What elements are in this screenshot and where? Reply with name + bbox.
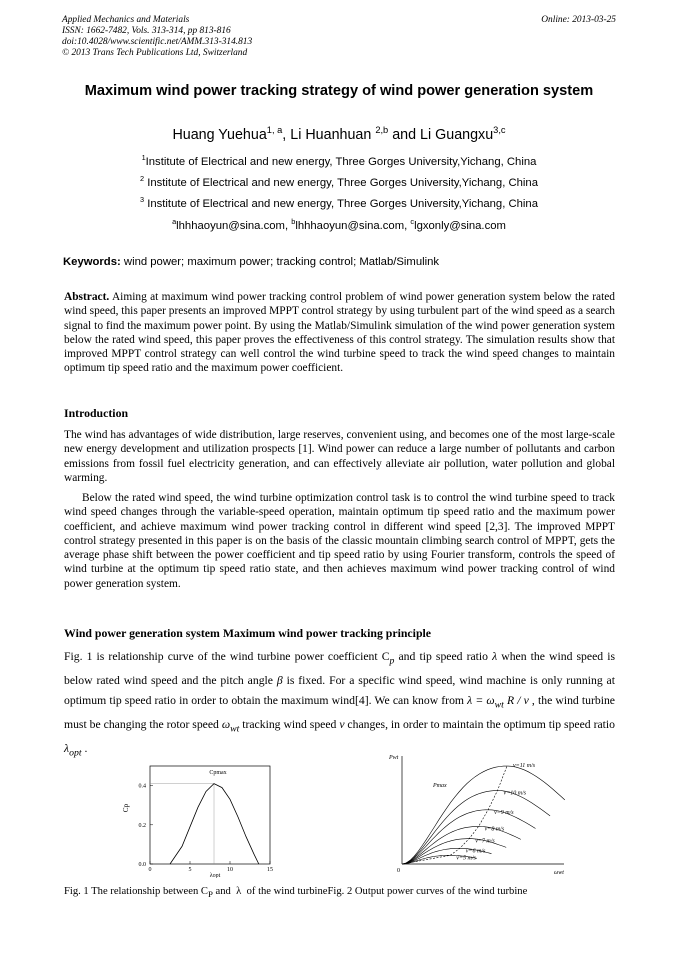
author-sup: 1, a (266, 125, 283, 136)
abstract-text: Aiming at maximum wind power tracking control problem of wind power generation system below the rated wind speed, this paper presents an improved MPPT control strategy by using turbulent part of the wind speed as a search signal to find the maximum power point. By using the Matlab/Simulink simulation of the wind power generation system below the rated wind speed, this paper proves the effectiveness of this control strategy. The simulation results show that improved MPPT control strategy can well control the wind turbine speed to track the wind speed changes to maintain optimum tip speed ratio and the maximum power coefficient. (64, 291, 615, 375)
text: tracking wind speed (239, 718, 340, 732)
email: lgxonly@sina.com (414, 220, 506, 232)
affil-sup: 1 (141, 153, 146, 163)
journal-header (62, 15, 616, 59)
affiliation-3 (62, 195, 616, 210)
caption-text: Fig. 2 Output power curves of the wind turbine (327, 886, 528, 897)
figure-captions (64, 886, 624, 899)
fig2-series-label: v=8 m/s (484, 826, 505, 833)
sub: wt (230, 723, 240, 735)
affil-text: Institute of Electrical and new energy, Three Gorges University,Yichang, China (144, 177, 538, 189)
keywords-text: wind power; maximum power; tracking control; Matlab/Simulink (120, 256, 440, 268)
text: when the wind speed is below rated wind speed and the pitch angle (64, 650, 615, 688)
author-sup: 2,b (375, 125, 389, 136)
fig1-annotation: Cpmax (209, 770, 227, 776)
intro-paragraph-2: Below the rated wind speed, the wind turbine optimization control task is to control the wind turbine speed to track wind speed changes through the variable-speed operation, maintain optimum tip speed ratio and the maximum power coefficient, and achieve maximum wind power tracking control in different wind speed [2,3]. The improved MPPT control strategy presented in this paper is on the basis of the classic mountain climbing search control of MPPT, gets the average phase shift between the power coefficient and tip speed ratio by using Fourier transform, controls the speed of wind turbine at the optimum tip speed ratio state, and then achieves maximum wind power tracking control of wind power generation system. (64, 492, 615, 590)
caption-text: and (212, 886, 237, 897)
fig2-series-label: v=6 m/s (465, 848, 486, 855)
fig1-cp-curve (170, 784, 259, 864)
caption-sub: P (207, 889, 213, 900)
equation: λ = ω (467, 693, 495, 707)
fig2-ylabel: Pwt (389, 755, 399, 761)
affil-text: Institute of Electrical and new energy, Three Gorges University,Yichang, China (144, 198, 538, 210)
email-sup: b (291, 217, 296, 227)
text: . (81, 742, 88, 756)
email-sup: a (172, 217, 177, 227)
fig2-series-label: v=10 m/s (503, 790, 527, 797)
fig2-series-label: v=7 m/s (475, 838, 495, 845)
sub: wt (494, 699, 504, 711)
fig2-series-label: v=5 m/s (456, 855, 476, 862)
author-name: Huang Yuehua (172, 127, 267, 143)
fig1-xtick-label: 10 (227, 867, 233, 873)
affil-sup: 2 (140, 174, 145, 184)
sub: opt (69, 747, 82, 759)
affil-text: Institute of Electrical and new energy, Three Gorges University,Yichang, China (145, 156, 537, 168)
fig2-xlabel: ωwt (554, 870, 564, 876)
abstract-label: Abstract. (64, 291, 110, 303)
fig1-xlabel: λopt (209, 873, 221, 878)
section-heading: Wind power generation system Maximum wind power tracking principle (64, 626, 432, 640)
section-paragraph (64, 647, 615, 763)
email: lhhhaoyun@sina.com, (295, 220, 411, 232)
keywords-label: Keywords: (63, 256, 121, 268)
text: , the wind turbine must be changing the rotor speed (64, 693, 615, 732)
fig2-pmax-curve (402, 766, 507, 864)
figure-2-power-curves-chart (388, 750, 568, 878)
paper-title: Maximum wind power tracking strategy of wind power generation system (84, 83, 594, 99)
omega-symbol: ω (221, 718, 231, 732)
fig1-xtick-label: 5 (188, 867, 192, 873)
sub: p (389, 655, 395, 667)
fig1-ytick-label: 0.0 (138, 862, 146, 868)
text: and tip speed ratio (394, 650, 493, 663)
issn-line: ISSN: 1662-7482, Vols. 313-314, pp 813-816 (62, 26, 231, 36)
fig1-ylabel: Cp (122, 803, 130, 813)
author-sep: , (282, 127, 287, 143)
lambda-symbol: λ (492, 650, 498, 663)
fig2-origin: 0 (397, 868, 400, 874)
text: changes, in order to maintain the optimum tip speed ratio (344, 718, 615, 732)
author-name: Li Guangxu (420, 127, 494, 143)
caption-text: of the wind turbine (241, 886, 328, 897)
abstract (64, 290, 615, 376)
fig1-ytick-label: 0.4 (138, 783, 146, 790)
fig1-ytick-label: 0.2 (138, 822, 146, 829)
beta-symbol: β (276, 674, 283, 688)
equation: R / v (503, 693, 529, 707)
figure-1-cp-lambda-chart (108, 758, 288, 878)
lambda-opt-symbol: λ (64, 742, 70, 756)
caption-lambda: λ (236, 886, 242, 897)
email-sup: c (410, 217, 415, 227)
caption-text: Fig. 1 The relationship between C (64, 886, 208, 897)
text: Fig. 1 is relationship curve of the wind turbine power coefficient C (64, 650, 390, 663)
author-name: Li Huanhuan (290, 127, 376, 143)
affil-sup: 3 (140, 195, 145, 205)
email: lhhhaoyun@sina.com, (176, 220, 292, 232)
email-list (62, 217, 616, 232)
introduction-heading: Introduction (64, 406, 129, 420)
copyright-line: © 2013 Trans Tech Publications Ltd, Switzerland (62, 48, 248, 58)
online-date: Online: 2013-03-25 (541, 15, 616, 25)
fig2-series-label: v=9 m/s (494, 809, 514, 816)
text: is fixed. For a specific wind speed, wind machine is only running at optimum tip speed ratio in order to obtain the maximum wind[4]. We can know from (64, 674, 615, 707)
affiliation-1 (62, 153, 616, 168)
intro-paragraph-1: The wind has advantages of wide distribution, large reserves, convenient using, and becomes one of the most large-scale new energy development and utilization prospects [1]. Wind power can reduce a large number of pollutants and carbon emissions from fossil fuel electricity generation, and can effectively alleviate air pollution, water pollution and global warming. (64, 429, 615, 484)
fig2-series-label: v=11 m/s (513, 763, 536, 769)
keywords (63, 256, 439, 268)
author-list (62, 127, 616, 143)
doi-line: doi:10.4028/www.scientific.net/AMM.313-314.813 (62, 37, 253, 47)
author-sep: and (388, 127, 421, 143)
affiliation-2 (62, 174, 616, 189)
fig2-annotation: Pmax (433, 783, 447, 789)
author-sup: 3,c (493, 125, 506, 136)
fig1-xtick-label: 0 (148, 867, 152, 873)
v-symbol: v (339, 718, 345, 732)
journal-name: Applied Mechanics and Materials (62, 15, 190, 25)
fig1-xtick-label: 15 (267, 867, 273, 873)
